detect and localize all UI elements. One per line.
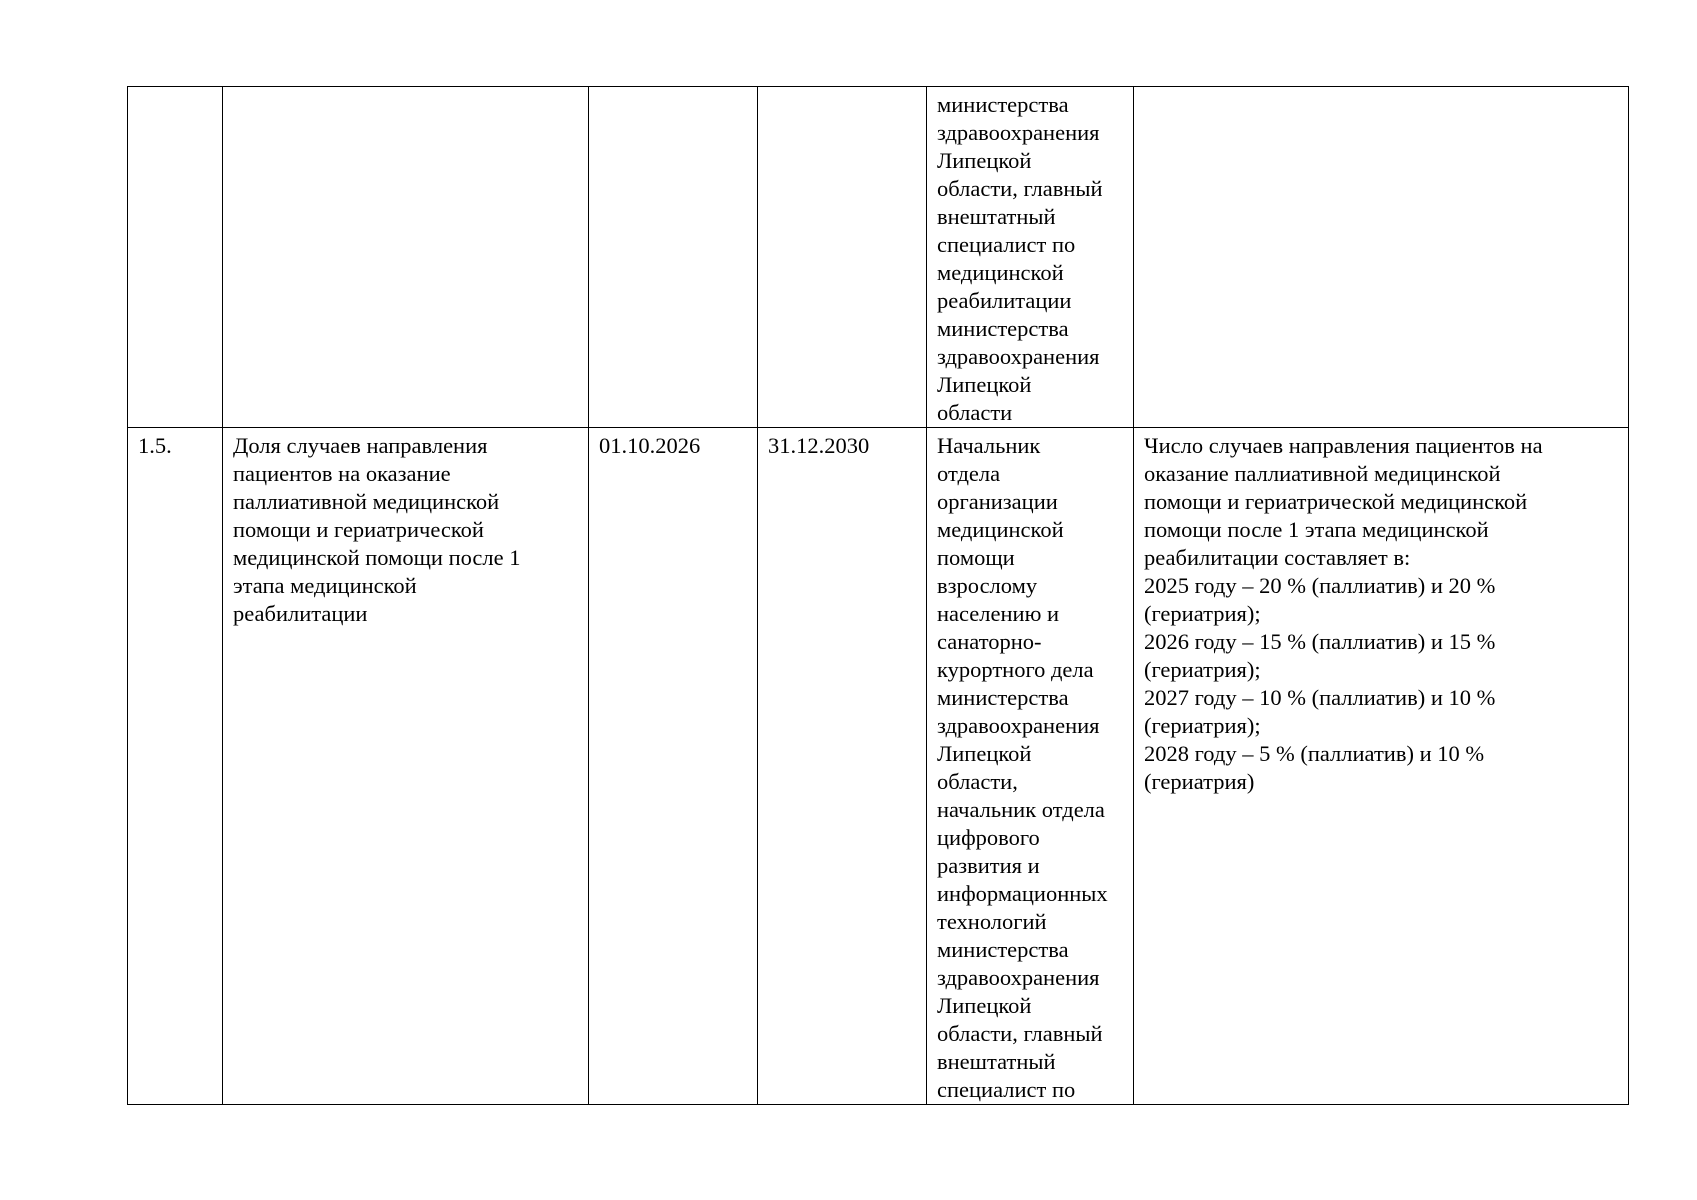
cell-start-date: 01.10.2026	[589, 428, 758, 1105]
cell-responsible: Начальник отдела организации медицинской помощи взрослому населению и санаторно- курортного дела министерства здравоохранения Липецкой области, начальник отдела цифрового развития и информационных технологий министерства здравоохранения Липецкой области, главный внештатный специалист по	[927, 428, 1134, 1105]
cell-indicator: Доля случаев направления пациентов на оказание паллиативной медицинской помощи и гериатрической медицинской помощи после 1 этапа медицинской реабилитации	[223, 428, 589, 1105]
cell-description	[1134, 87, 1629, 428]
table-row-1-5	[128, 428, 1629, 1105]
cell-number	[128, 87, 223, 428]
document-table	[127, 86, 1629, 1105]
table-row-continued	[128, 87, 1629, 428]
cell-end-date: 31.12.2030	[758, 428, 927, 1105]
cell-responsible: министерства здравоохранения Липецкой области, главный внештатный специалист по медицинской реабилитации министерства здравоохранения Липецкой области	[927, 87, 1134, 428]
cell-end-date	[758, 87, 927, 428]
cell-number: 1.5.	[128, 428, 223, 1105]
cell-indicator	[223, 87, 589, 428]
cell-start-date	[589, 87, 758, 428]
cell-description: Число случаев направления пациентов на оказание паллиативной медицинской помощи и гериатрической медицинской помощи после 1 этапа медицинской реабилитации составляет в: 2025 году – 20 % (паллиатив) и 20 % (гериатрия); 2026 году – 15 % (паллиатив) и 15 % (гериатрия); 2027 году – 10 % (паллиатив) и 10 % (гериатрия); 2028 году – 5 % (паллиатив) и 10 % (гериатрия)	[1134, 428, 1629, 1105]
